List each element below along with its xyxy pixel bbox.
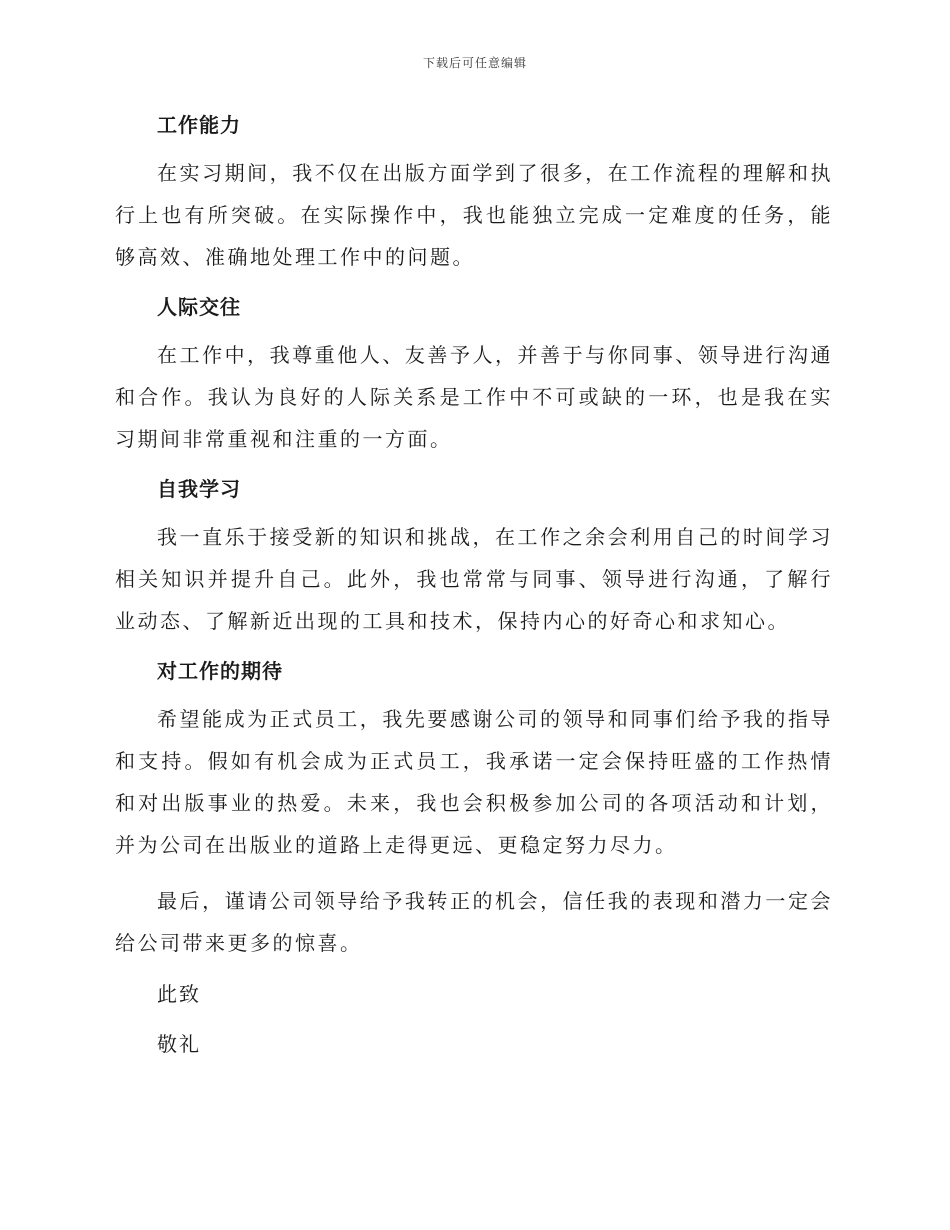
section-heading-expectations: 对工作的期待 xyxy=(157,659,283,683)
section-heading-work-ability: 工作能力 xyxy=(157,113,241,137)
final-paragraph: 最后，谨请公司领导给予我转正的机会，信任我的表现和潜力一定会给公司带来更多的惊喜。 xyxy=(115,889,833,955)
section-paragraph-self-learning: 我一直乐于接受新的知识和挑战，在工作之余会利用自己的时间学习相关知识并提升自己。此外，我也常常与同事、领导进行沟通，了解行业动态、了解新近出现的工具和技术，保持内心的好奇心和求知心。 xyxy=(115,525,833,633)
section-heading-interpersonal: 人际交往 xyxy=(157,295,241,319)
document-body xyxy=(115,110,833,1078)
section-paragraph-interpersonal: 在工作中，我尊重他人、友善予人，并善于与你同事、领导进行沟通和合作。我认为良好的人际关系是工作中不可或缺的一环，也是我在实习期间非常重视和注重的一方面。 xyxy=(115,343,833,451)
section-paragraph-expectations: 希望能成为正式员工，我先要感谢公司的领导和同事们给予我的指导和支持。假如有机会成为正式员工，我承诺一定会保持旺盛的工作热情和对出版事业的热爱。未来，我也会积极参加公司的各项活动和计划，并为公司在出版业的道路上走得更远、更稳定努力尽力。 xyxy=(115,707,833,857)
section-heading-self-learning: 自我学习 xyxy=(157,477,241,501)
page-header: 下载后可任意编辑 xyxy=(422,56,527,70)
closing-line-1: 此致 xyxy=(157,982,201,1006)
closing-line-2: 敬礼 xyxy=(157,1032,201,1056)
section-paragraph-work-ability: 在实习期间，我不仅在出版方面学到了很多，在工作流程的理解和执行上也有所突破。在实际操作中，我也能独立完成一定难度的任务，能够高效、准确地处理工作中的问题。 xyxy=(115,161,833,269)
